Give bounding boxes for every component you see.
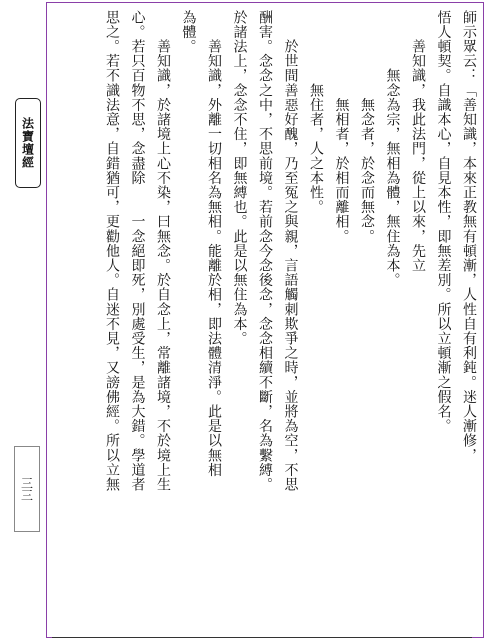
text-column: 師示眾云：「善知識，本來正教無有頓漸，人性自有利鈍。迷人漸修，	[461, 10, 477, 463]
text-column: 無念者，於念而無念。	[359, 10, 375, 244]
text-column: 善知識，外離一切相名為無相。能離於相，即法體清淨。此是以無相	[206, 10, 222, 478]
text-column: 於世間善惡好醜，乃至冤之與親，言語觸刺欺爭之時，並將為空，不思	[282, 10, 299, 492]
text-column: 無相者，於相而離相。	[333, 10, 350, 244]
scripture-text-body	[56, 10, 481, 636]
text-column: 無念為宗，無相為體，無住為本。	[384, 10, 401, 288]
text-column: 於諸法上，念念不住，即無縛也。此是以無住為本。	[231, 10, 248, 346]
text-column: 酬害。念念之中，不思前境。若前念今念後念，念念相續不斷，名為繫縛。	[257, 10, 273, 492]
text-column: 善知識，我此法門，從上以來，先立	[410, 10, 426, 273]
text-column: 悟人頓契。自識本心，自見本性，即無差別。所以立頓漸之假名。	[435, 10, 452, 434]
sidebar-title-tab: 法寶壇經	[15, 98, 41, 188]
page-number: 三三	[14, 446, 40, 532]
text-column: 心。若只百物不思，念盡除 一念絕即死，別處受生，是為大錯。學道者	[129, 10, 146, 492]
text-column: 善知識，於諸境上心不染，曰無念。於自念上，常離諸境，不於境上生	[155, 10, 171, 492]
text-column: 思之。若不識法意，自錯猶可，更勸他人。自迷不見，又謗佛經。所以立無	[104, 10, 120, 492]
text-column: 無住者，人之本性。	[308, 10, 324, 215]
text-column: 為體。	[180, 10, 197, 54]
bottom-rule	[52, 637, 472, 638]
